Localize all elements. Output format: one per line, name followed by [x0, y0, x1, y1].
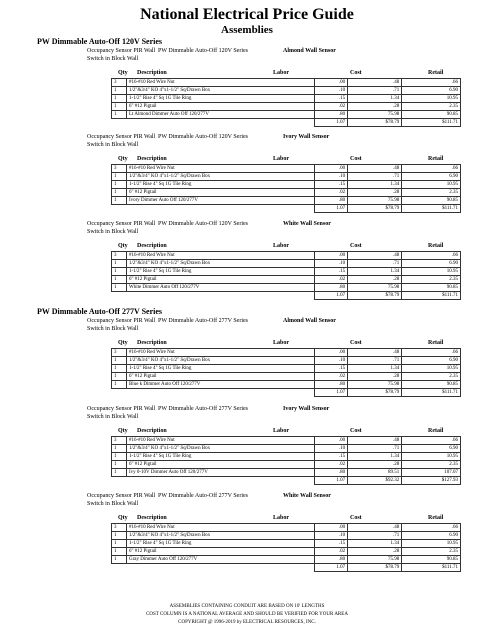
- column-header-cost: Cost: [350, 70, 362, 76]
- assembly-block: [0, 133, 494, 230]
- total-row: [112, 119, 461, 127]
- table-row: [112, 532, 461, 540]
- table-row: [112, 284, 461, 292]
- assembly-type: PW Dimmable Auto-Off 120V Series: [158, 221, 248, 227]
- page-title: National Electrical Price Guide: [140, 6, 354, 23]
- cell-cost: .28: [348, 103, 402, 111]
- table-row: [112, 260, 461, 268]
- cell-cost: .28: [348, 276, 402, 284]
- total-row: [112, 564, 461, 572]
- cell-desc: 1/2"&3/4" KO 4"x1-1/2" Sq/Drawn Box: [126, 87, 314, 95]
- cell-desc: Gray Dimmer Auto Off 120/277V: [126, 556, 314, 564]
- cell-cost: .48: [348, 437, 402, 445]
- blank-cell: [112, 477, 127, 485]
- cell-cost: .28: [348, 548, 402, 556]
- table-row: [112, 103, 461, 111]
- cell-labor: .00: [314, 79, 347, 87]
- column-header-qty: Qty: [118, 70, 128, 76]
- cell-cost: 89.51: [348, 469, 402, 477]
- column-header-labor: Labor: [273, 515, 290, 521]
- total-cost: $78.79: [348, 564, 402, 572]
- table-row: [112, 548, 461, 556]
- cell-desc: 1/2"&3/4" KO 4"x1-1/2" Sq/Drawn Box: [126, 532, 314, 540]
- cell-qty: 1: [112, 461, 127, 469]
- total-row: [112, 292, 461, 300]
- cell-desc: Ivory Dimmer Auto Off 120/277V: [126, 197, 314, 205]
- cell-desc: White Dimmer Auto Off 120/277V: [126, 284, 314, 292]
- footer-line-3: COPYRIGHT @ 1996-2019 by ELECTRICAL RESOURCES, INC.: [178, 620, 316, 625]
- cell-cost: .28: [348, 189, 402, 197]
- cell-qty: 1: [112, 173, 127, 181]
- cell-labor: .80: [314, 556, 347, 564]
- cell-retail: 90.85: [402, 556, 461, 564]
- assembly-name: Occupancy Sensor PIR Wall Switch in Block Wall: [87, 406, 156, 420]
- column-header-labor: Labor: [273, 340, 290, 346]
- cell-desc: Lt Almond Dimmer Auto Off 120/277V: [126, 111, 314, 119]
- blank-cell: [126, 389, 314, 397]
- cell-labor: .80: [314, 111, 347, 119]
- cell-retail: 90.85: [402, 111, 461, 119]
- cell-qty: 3: [112, 252, 127, 260]
- cell-desc: 1-1/2" Rise 4" Sq 1G Tile Ring: [126, 365, 314, 373]
- column-header-qty: Qty: [118, 243, 128, 249]
- cell-cost: 1.34: [348, 453, 402, 461]
- total-cost: $78.79: [348, 119, 402, 127]
- blank-cell: [126, 477, 314, 485]
- column-header-description: Description: [137, 515, 167, 521]
- cell-labor: .02: [314, 461, 347, 469]
- cell-desc: 1-1/2" Rise 4" Sq 1G Tile Ring: [126, 268, 314, 276]
- cell-desc: 1/2"&3/4" KO 4"x1-1/2" Sq/Drawn Box: [126, 260, 314, 268]
- table-row: [112, 381, 461, 389]
- cell-qty: 1: [112, 357, 127, 365]
- table-row: [112, 111, 461, 119]
- cell-retail: 2.35: [402, 189, 461, 197]
- cell-retail: .66: [402, 252, 461, 260]
- table-row: [112, 556, 461, 564]
- cell-desc: 1-1/2" Rise 4" Sq 1G Tile Ring: [126, 540, 314, 548]
- cell-cost: .48: [348, 349, 402, 357]
- materials-table: [111, 251, 461, 300]
- column-header-qty: Qty: [118, 340, 128, 346]
- table-row: [112, 87, 461, 95]
- assembly-name: Occupancy Sensor PIR Wall Switch in Block Wall: [87, 493, 156, 507]
- table-row: [112, 189, 461, 197]
- table-row: [112, 461, 461, 469]
- total-retail: $111.71: [402, 205, 461, 213]
- cell-cost: 1.34: [348, 365, 402, 373]
- cell-retail: 90.85: [402, 197, 461, 205]
- table-row: [112, 453, 461, 461]
- column-header-cost: Cost: [350, 428, 362, 434]
- assembly-block: [0, 47, 494, 144]
- assembly-variant: Ivory Wall Sensor: [283, 406, 330, 412]
- cell-retail: 10.95: [402, 365, 461, 373]
- total-labor: 1.07: [314, 477, 347, 485]
- cell-desc: 6" #12 Pigtail: [126, 103, 314, 111]
- cell-labor: .15: [314, 540, 347, 548]
- cell-retail: 6.90: [402, 357, 461, 365]
- cell-qty: 1: [112, 103, 127, 111]
- cell-retail: 10.95: [402, 540, 461, 548]
- cell-retail: .66: [402, 165, 461, 173]
- column-header-retail: Retail: [428, 340, 444, 346]
- series-heading: PW Dimmable Auto-Off 120V Series: [37, 37, 163, 46]
- cell-qty: 3: [112, 437, 127, 445]
- cell-qty: 1: [112, 556, 127, 564]
- column-header-cost: Cost: [350, 515, 362, 521]
- cell-qty: 1: [112, 197, 127, 205]
- blank-cell: [126, 292, 314, 300]
- blank-cell: [112, 205, 127, 213]
- cell-cost: .28: [348, 373, 402, 381]
- total-row: [112, 477, 461, 485]
- cell-qty: 3: [112, 349, 127, 357]
- cell-retail: 2.35: [402, 461, 461, 469]
- cell-labor: .15: [314, 365, 347, 373]
- total-retail: $111.71: [402, 119, 461, 127]
- assembly-type: PW Dimmable Auto-Off 277V Series: [158, 318, 248, 324]
- cell-cost: 1.34: [348, 540, 402, 548]
- cell-desc: 1-1/2" Rise 4" Sq 1G Tile Ring: [126, 181, 314, 189]
- cell-labor: .15: [314, 95, 347, 103]
- cell-retail: 2.35: [402, 276, 461, 284]
- cell-desc: #16-#10 Red Wire Nut: [126, 437, 314, 445]
- cell-cost: .71: [348, 87, 402, 95]
- cell-labor: .15: [314, 268, 347, 276]
- cell-cost: .28: [348, 461, 402, 469]
- materials-table: [111, 78, 461, 127]
- table-row: [112, 540, 461, 548]
- total-cost: $92.32: [348, 477, 402, 485]
- cell-retail: .66: [402, 79, 461, 87]
- cell-qty: 3: [112, 524, 127, 532]
- footer-line-2: COST COLUMN IS A NATIONAL AVERAGE AND SHOULD BE VERIFIED FOR YOUR AREA: [146, 612, 348, 617]
- cell-cost: .71: [348, 260, 402, 268]
- assembly-type: PW Dimmable Auto-Off 277V Series: [158, 493, 248, 499]
- cell-labor: .02: [314, 548, 347, 556]
- materials-table: [111, 164, 461, 213]
- blank-cell: [112, 119, 127, 127]
- column-header-cost: Cost: [350, 156, 362, 162]
- cell-qty: 1: [112, 445, 127, 453]
- table-row: [112, 357, 461, 365]
- cell-retail: 90.85: [402, 284, 461, 292]
- column-header-retail: Retail: [428, 515, 444, 521]
- cell-desc: 1/2"&3/4" KO 4"x1-1/2" Sq/Drawn Box: [126, 357, 314, 365]
- cell-retail: 2.35: [402, 373, 461, 381]
- blank-cell: [112, 292, 127, 300]
- total-labor: 1.07: [314, 205, 347, 213]
- cell-labor: .00: [314, 437, 347, 445]
- cell-retail: 6.90: [402, 260, 461, 268]
- assembly-type: PW Dimmable Auto-Off 120V Series: [158, 48, 248, 54]
- cell-desc: #16-#10 Red Wire Nut: [126, 524, 314, 532]
- cell-qty: 1: [112, 373, 127, 381]
- cell-qty: 1: [112, 469, 127, 477]
- column-header-retail: Retail: [428, 70, 444, 76]
- cell-cost: 75.98: [348, 197, 402, 205]
- total-retail: $111.71: [402, 564, 461, 572]
- cell-cost: 75.98: [348, 111, 402, 119]
- cell-cost: .48: [348, 165, 402, 173]
- cell-cost: 1.34: [348, 95, 402, 103]
- assembly-block: [0, 220, 494, 317]
- column-header-description: Description: [137, 70, 167, 76]
- total-cost: $78.79: [348, 389, 402, 397]
- cell-desc: Ivy 0-10V Dimmer Auto Off 120/277V: [126, 469, 314, 477]
- cell-labor: .80: [314, 381, 347, 389]
- cell-qty: 1: [112, 548, 127, 556]
- cell-desc: #16-#10 Red Wire Nut: [126, 349, 314, 357]
- cell-cost: .48: [348, 252, 402, 260]
- column-header-retail: Retail: [428, 428, 444, 434]
- column-header-description: Description: [137, 243, 167, 249]
- materials-table: [111, 436, 461, 485]
- cell-desc: 1-1/2" Rise 4" Sq 1G Tile Ring: [126, 453, 314, 461]
- cell-qty: 1: [112, 532, 127, 540]
- assembly-name: Occupancy Sensor PIR Wall Switch in Block Wall: [87, 221, 156, 235]
- cell-labor: .10: [314, 532, 347, 540]
- cell-labor: .15: [314, 181, 347, 189]
- total-cost: $78.79: [348, 292, 402, 300]
- cell-qty: 1: [112, 260, 127, 268]
- total-row: [112, 389, 461, 397]
- cell-retail: .66: [402, 524, 461, 532]
- table-row: [112, 365, 461, 373]
- blank-cell: [126, 205, 314, 213]
- cell-retail: 10.95: [402, 268, 461, 276]
- page-subtitle: Assemblies: [221, 24, 273, 36]
- cell-qty: 1: [112, 268, 127, 276]
- cell-qty: 1: [112, 276, 127, 284]
- table-row: [112, 349, 461, 357]
- cell-labor: .10: [314, 357, 347, 365]
- cell-retail: 107.07: [402, 469, 461, 477]
- cell-cost: .71: [348, 357, 402, 365]
- cell-qty: 1: [112, 453, 127, 461]
- cell-qty: 1: [112, 381, 127, 389]
- cell-labor: .00: [314, 165, 347, 173]
- cell-cost: 1.34: [348, 181, 402, 189]
- table-row: [112, 276, 461, 284]
- cell-retail: 2.35: [402, 548, 461, 556]
- assembly-variant: White Wall Sensor: [283, 493, 331, 499]
- column-header-description: Description: [137, 428, 167, 434]
- assembly-block: [0, 317, 494, 414]
- cell-labor: .00: [314, 524, 347, 532]
- total-retail: $127.93: [402, 477, 461, 485]
- assembly-type: PW Dimmable Auto-Off 277V Series: [158, 406, 248, 412]
- cell-qty: 1: [112, 181, 127, 189]
- cell-retail: 10.95: [402, 453, 461, 461]
- table-row: [112, 373, 461, 381]
- footer-line-1: ASSEMBLIES CONTAINING CONDUIT ARE BASED ON 10' LENGTHS: [169, 604, 325, 609]
- column-header-description: Description: [137, 340, 167, 346]
- cell-qty: 3: [112, 79, 127, 87]
- cell-qty: 3: [112, 165, 127, 173]
- cell-qty: 1: [112, 540, 127, 548]
- cell-desc: 6" #12 Pigtail: [126, 461, 314, 469]
- table-row: [112, 173, 461, 181]
- cell-qty: 1: [112, 189, 127, 197]
- cell-cost: .71: [348, 173, 402, 181]
- total-labor: 1.07: [314, 119, 347, 127]
- cell-retail: 10.95: [402, 181, 461, 189]
- cell-desc: 6" #12 Pigtail: [126, 548, 314, 556]
- column-header-description: Description: [137, 156, 167, 162]
- cell-cost: 75.98: [348, 381, 402, 389]
- cell-qty: 1: [112, 111, 127, 119]
- cell-qty: 1: [112, 365, 127, 373]
- table-row: [112, 252, 461, 260]
- cell-retail: 10.95: [402, 95, 461, 103]
- cell-labor: .80: [314, 284, 347, 292]
- cell-cost: 75.98: [348, 556, 402, 564]
- cell-retail: 6.90: [402, 87, 461, 95]
- column-header-retail: Retail: [428, 156, 444, 162]
- cell-labor: .10: [314, 445, 347, 453]
- cell-desc: 6" #12 Pigtail: [126, 373, 314, 381]
- cell-cost: 1.34: [348, 268, 402, 276]
- assembly-block: [0, 492, 494, 589]
- materials-table: [111, 523, 461, 572]
- cell-labor: .10: [314, 87, 347, 95]
- total-retail: $111.71: [402, 389, 461, 397]
- cell-desc: #16-#10 Red Wire Nut: [126, 165, 314, 173]
- cell-labor: .00: [314, 349, 347, 357]
- column-header-qty: Qty: [118, 156, 128, 162]
- table-row: [112, 95, 461, 103]
- blank-cell: [112, 389, 127, 397]
- column-header-retail: Retail: [428, 243, 444, 249]
- cell-desc: #16-#10 Red Wire Nut: [126, 79, 314, 87]
- total-labor: 1.07: [314, 389, 347, 397]
- table-row: [112, 524, 461, 532]
- total-row: [112, 205, 461, 213]
- cell-labor: .00: [314, 252, 347, 260]
- cell-qty: 1: [112, 95, 127, 103]
- cell-labor: .02: [314, 189, 347, 197]
- table-row: [112, 469, 461, 477]
- blank-cell: [126, 119, 314, 127]
- materials-table: [111, 348, 461, 397]
- cell-labor: .80: [314, 197, 347, 205]
- blank-cell: [112, 564, 127, 572]
- cell-labor: .10: [314, 260, 347, 268]
- cell-desc: Blue k Dimmer Auto Off 120/277V: [126, 381, 314, 389]
- cell-retail: 6.90: [402, 173, 461, 181]
- column-header-qty: Qty: [118, 428, 128, 434]
- total-retail: $111.71: [402, 292, 461, 300]
- assembly-name: Occupancy Sensor PIR Wall Switch in Block Wall: [87, 318, 156, 332]
- table-row: [112, 437, 461, 445]
- assembly-variant: Ivory Wall Sensor: [283, 134, 330, 140]
- cell-retail: 6.90: [402, 445, 461, 453]
- cell-retail: 2.35: [402, 103, 461, 111]
- cell-retail: 90.85: [402, 381, 461, 389]
- table-row: [112, 165, 461, 173]
- column-header-labor: Labor: [273, 428, 290, 434]
- cell-cost: .48: [348, 79, 402, 87]
- total-labor: 1.07: [314, 564, 347, 572]
- table-row: [112, 197, 461, 205]
- cell-retail: .66: [402, 349, 461, 357]
- cell-labor: .80: [314, 469, 347, 477]
- cell-retail: 6.90: [402, 532, 461, 540]
- total-cost: $78.79: [348, 205, 402, 213]
- column-header-cost: Cost: [350, 243, 362, 249]
- assembly-variant: Almond Wall Sensor: [283, 318, 336, 324]
- column-header-qty: Qty: [118, 515, 128, 521]
- cell-desc: 6" #12 Pigtail: [126, 276, 314, 284]
- series-heading: PW Dimmable Auto-Off 277V Series: [37, 307, 163, 316]
- table-row: [112, 79, 461, 87]
- table-row: [112, 181, 461, 189]
- cell-cost: 75.98: [348, 284, 402, 292]
- cell-labor: .15: [314, 453, 347, 461]
- assembly-block: [0, 405, 494, 502]
- cell-labor: .10: [314, 173, 347, 181]
- cell-cost: .48: [348, 524, 402, 532]
- table-row: [112, 445, 461, 453]
- column-header-cost: Cost: [350, 340, 362, 346]
- cell-desc: 1/2"&3/4" KO 4"x1-1/2" Sq/Drawn Box: [126, 173, 314, 181]
- cell-qty: 1: [112, 284, 127, 292]
- assembly-name: Occupancy Sensor PIR Wall Switch in Block Wall: [87, 48, 156, 62]
- assembly-type: PW Dimmable Auto-Off 120V Series: [158, 134, 248, 140]
- assembly-variant: Almond Wall Sensor: [283, 48, 336, 54]
- column-header-labor: Labor: [273, 243, 290, 249]
- cell-desc: 1/2"&3/4" KO 4"x1-1/2" Sq/Drawn Box: [126, 445, 314, 453]
- cell-desc: 6" #12 Pigtail: [126, 189, 314, 197]
- cell-desc: 1-1/2" Rise 4" Sq 1G Tile Ring: [126, 95, 314, 103]
- total-labor: 1.07: [314, 292, 347, 300]
- cell-labor: .02: [314, 276, 347, 284]
- cell-labor: .02: [314, 103, 347, 111]
- cell-cost: .71: [348, 532, 402, 540]
- cell-desc: #16-#10 Red Wire Nut: [126, 252, 314, 260]
- column-header-labor: Labor: [273, 70, 290, 76]
- cell-labor: .02: [314, 373, 347, 381]
- column-header-labor: Labor: [273, 156, 290, 162]
- blank-cell: [126, 564, 314, 572]
- assembly-name: Occupancy Sensor PIR Wall Switch in Block Wall: [87, 134, 156, 148]
- cell-retail: .66: [402, 437, 461, 445]
- assembly-variant: White Wall Sensor: [283, 221, 331, 227]
- table-row: [112, 268, 461, 276]
- cell-cost: .71: [348, 445, 402, 453]
- cell-qty: 1: [112, 87, 127, 95]
